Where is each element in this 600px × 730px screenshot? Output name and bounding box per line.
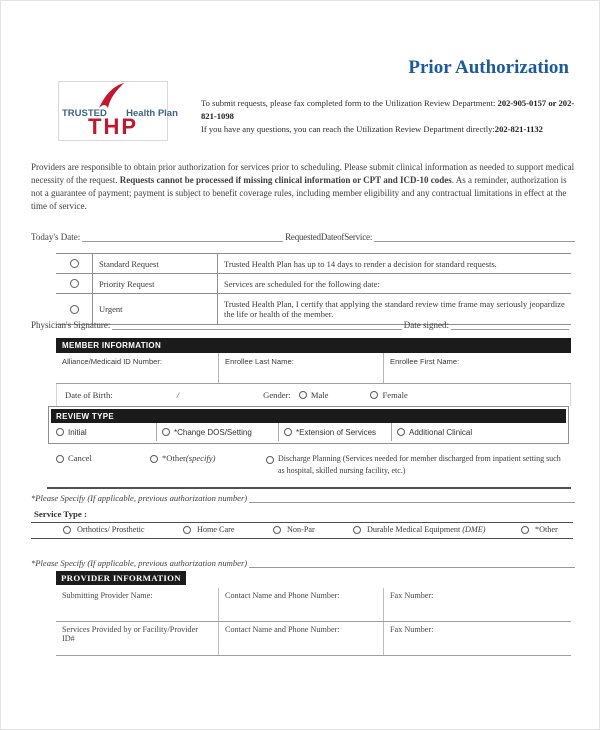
priority-request-label: Priority Request xyxy=(93,274,218,293)
change-dos-radio[interactable] xyxy=(162,428,170,436)
medicaid-id-field[interactable]: Alliance/Medicaid ID Number: xyxy=(56,353,219,383)
review-type-header: REVIEW TYPE xyxy=(51,409,566,423)
other-radio[interactable] xyxy=(150,455,158,463)
physician-signature-field[interactable] xyxy=(112,319,401,330)
change-dos-label: *Change DOS/Setting xyxy=(174,427,252,437)
initial-label: Initial xyxy=(68,427,87,437)
gender-female-radio[interactable] xyxy=(370,391,378,399)
date-signed-label: Date signed: xyxy=(403,320,449,330)
review-type-options xyxy=(51,423,566,441)
previous-auth-number-field-2[interactable] xyxy=(249,557,575,568)
logo-healthplan-text: Health Plan xyxy=(126,108,178,119)
provider-info-table xyxy=(56,588,571,656)
initial-radio[interactable] xyxy=(56,428,64,436)
gender-male-radio[interactable] xyxy=(299,391,307,399)
gender-male-label: Male xyxy=(310,390,329,400)
request-type-table xyxy=(56,253,571,325)
logo-thp-text: THP xyxy=(88,114,138,139)
discharge-planning-label: Discharge Planning (Services needed for member discharged from inpatient setting such as hospital, skilled nursing facility, etc.) xyxy=(278,454,561,475)
page-title: Prior Authorization xyxy=(408,57,569,78)
standard-request-label: Standard Request xyxy=(93,254,218,273)
divider xyxy=(31,538,573,539)
fax-intro-text: To submit requests, please fax completed form to the Utilization Review Department: xyxy=(201,98,498,108)
requested-date-label: Requested Date of Service: xyxy=(285,232,373,242)
orthotics-radio[interactable] xyxy=(63,526,71,534)
logo-trusted-text: TRUSTED xyxy=(62,108,107,119)
cancel-label: Cancel xyxy=(68,453,92,463)
todays-date-label: Today's Date: xyxy=(31,232,81,242)
intro-paragraph: Providers are responsible to obtain prior authorization for services prior to scheduling. Please submit clinical information as needed to support medical necessity of the request. Requests cannot be processed if missing clinical information or CPT and ICD-10 codes. As a reminder, authorization is not a guarantee of payment; payment is subject to benefit coverage rules, including member eligibility and any contractual limitations in effect at the time of service. xyxy=(31,162,575,211)
dob-label: Date of Birth: xyxy=(65,390,113,400)
questions-phone: 202-821-1132 xyxy=(494,123,543,134)
divider xyxy=(47,487,571,489)
physician-signature-label: Physician's Signature: xyxy=(31,320,111,330)
other-label: *Other(specify) xyxy=(162,453,216,463)
service-type-options xyxy=(31,525,573,538)
dob-gender-row xyxy=(56,384,571,406)
service-type-label: Service Type : xyxy=(34,509,87,519)
priority-request-desc: Services are scheduled for the following date: xyxy=(224,278,380,289)
home-care-radio[interactable] xyxy=(183,526,191,534)
contact-phone-field-2[interactable]: Contact Name and Phone Number: xyxy=(219,622,384,655)
todays-date-field[interactable] xyxy=(82,231,283,242)
fax-number-field-1[interactable]: Fax Number: xyxy=(390,591,434,600)
gender-label: Gender: xyxy=(263,390,291,400)
orthotics-label: Orthotics/ Prosthetic xyxy=(77,525,145,534)
divider xyxy=(31,522,573,523)
review-type-section xyxy=(48,406,569,444)
table-row xyxy=(56,588,571,622)
dob-separator: / xyxy=(176,390,180,400)
please-specify-line-2 xyxy=(31,557,577,568)
member-information-header: MEMBER INFORMATION xyxy=(56,338,571,353)
contact-phone-field-1[interactable]: Contact Name and Phone Number: xyxy=(219,588,384,621)
fax-number-field-2[interactable]: Fax Number: xyxy=(390,625,434,634)
date-line xyxy=(31,231,577,242)
additional-clinical-radio[interactable] xyxy=(397,428,405,436)
priority-request-radio[interactable] xyxy=(70,279,79,288)
non-par-radio[interactable] xyxy=(273,526,281,534)
table-row xyxy=(56,622,571,656)
dme-label: Durable Medical Equipment (DME) xyxy=(367,525,486,534)
standard-request-desc: Trusted Health Plan has up to 14 days to render a decision for standard requests. xyxy=(224,258,497,269)
logo-swoosh-icon xyxy=(97,82,125,109)
extension-radio[interactable] xyxy=(284,428,292,436)
urgent-desc: Trusted Health Plan, I certify that applying the standard review time frame may seriously jeopardize the life or health of the member. xyxy=(224,299,565,319)
please-specify-line-1 xyxy=(31,492,577,503)
urgent-radio[interactable] xyxy=(70,305,79,314)
home-care-label: Home Care xyxy=(197,525,235,534)
please-specify-label: *Please Specify (If applicable, previous authorization number) xyxy=(31,493,248,503)
submitting-provider-field[interactable]: Submitting Provider Name: xyxy=(56,588,219,621)
service-other-radio[interactable] xyxy=(521,526,529,534)
please-specify-label: *Please Specify (If applicable, previous authorization number) xyxy=(31,558,248,568)
questions-intro-text: If you have any questions, you can reach the Utilization Review Department directly: xyxy=(201,123,495,134)
member-info-row xyxy=(56,353,571,384)
urgent-label: Urgent xyxy=(93,294,218,324)
signature-line xyxy=(31,319,571,330)
requested-date-field[interactable] xyxy=(374,231,575,242)
thp-logo xyxy=(58,81,178,141)
table-row xyxy=(56,274,571,294)
additional-clinical-label: Additional Clinical xyxy=(409,427,473,437)
other-specify-label: (specify) xyxy=(185,453,216,463)
cancel-radio[interactable] xyxy=(56,455,64,463)
date-signed-field[interactable] xyxy=(451,319,569,330)
enrollee-last-name-field[interactable]: Enrollee Last Name: xyxy=(219,353,384,383)
non-par-label: Non-Par xyxy=(287,525,315,534)
fax-instructions xyxy=(201,97,579,136)
standard-request-radio[interactable] xyxy=(70,259,79,268)
provider-information-header: PROVIDER INFORMATION xyxy=(56,571,186,585)
table-row xyxy=(56,254,571,274)
services-provided-field[interactable]: Services Provided by or Facility/Provider ID# xyxy=(56,622,219,655)
extension-label: *Extension of Services xyxy=(296,427,377,437)
service-other-label: *Other xyxy=(535,525,558,534)
enrollee-first-name-field[interactable]: Enrollee First Name: xyxy=(390,357,460,366)
discharge-planning-radio[interactable] xyxy=(266,456,274,464)
fax-numbers: 202-905-0157 or 202-821-1098 xyxy=(201,98,575,121)
gender-female-label: Female xyxy=(382,390,408,400)
previous-auth-number-field[interactable] xyxy=(249,492,575,503)
dme-radio[interactable] xyxy=(353,526,361,534)
